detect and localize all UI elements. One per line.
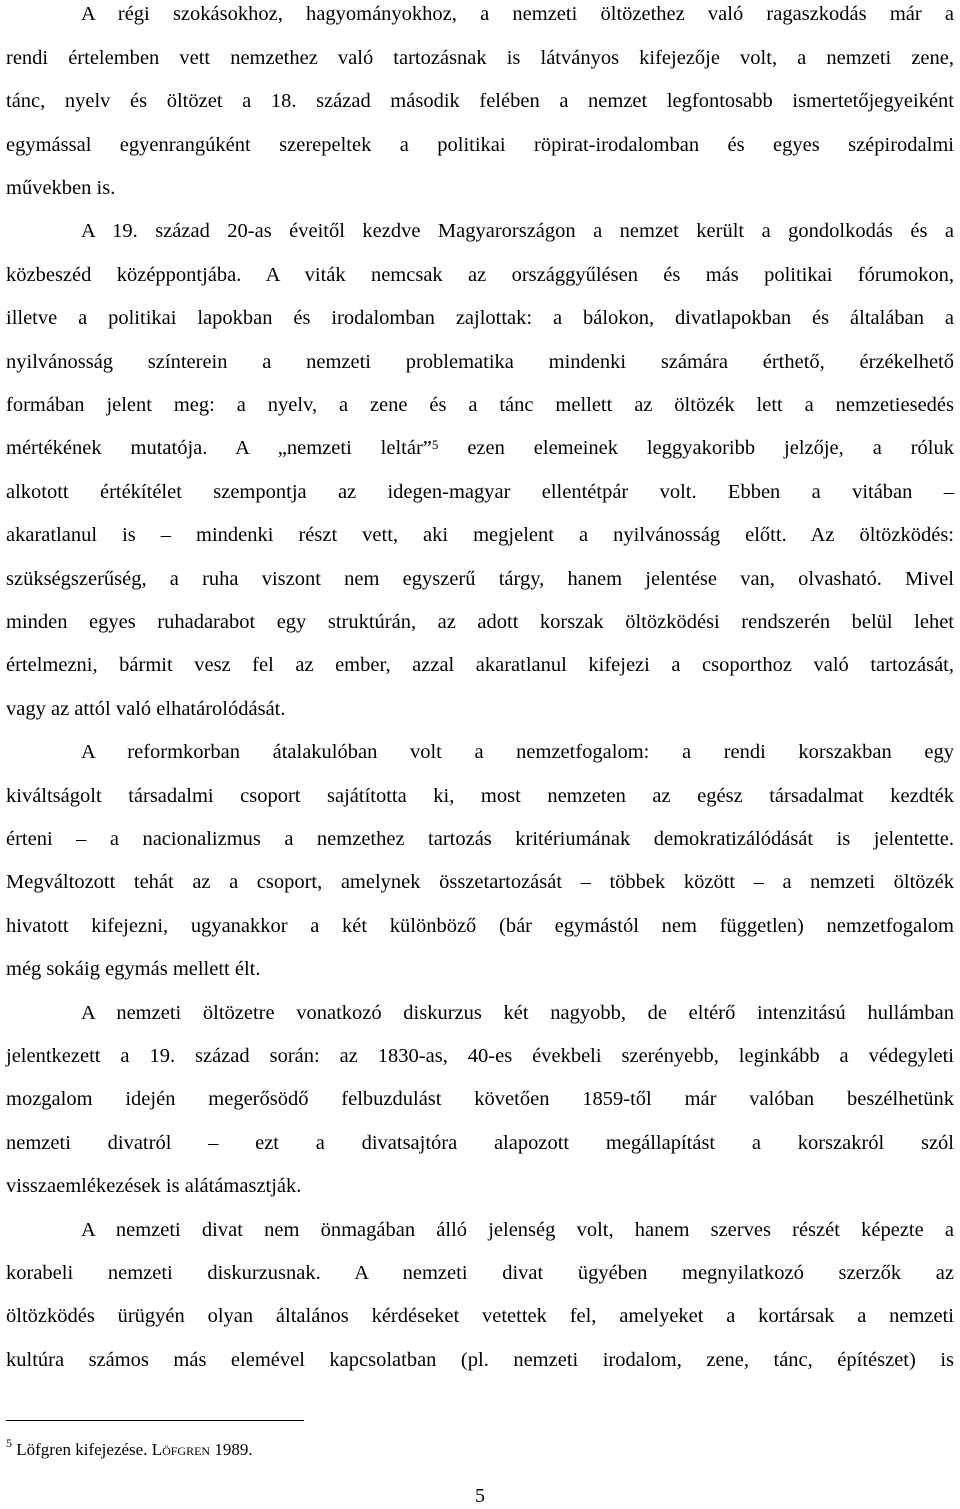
paragraph-2-line: A 19. század 20-as éveitől kezdve Magyarországon a nemzet került a gondolkodás és a [81,220,954,242]
paragraph-2-line: közbeszéd középpontjába. A viták nemcsak az országgyűlésen és más politikai fórumokon, [6,264,954,286]
paragraph-5-line: kultúra számos más elemével kapcsolatban (pl. nemzeti irodalom, zene, tánc, építészet) is [6,1349,954,1371]
footnote [6,1438,253,1462]
paragraph-2-line: vagy az attól való elhatárolódását. [6,698,286,720]
paragraph-4-line: nemzeti divatról – ezt a divatsajtóra alapozott megállapítást a korszakról szól [6,1132,954,1154]
paragraph-4-line: visszaemlékezések is alátámasztják. [6,1175,302,1197]
paragraph-2-line: nyilvánosság színterein a nemzeti problematika mindenki számára érthető, érzékelhető [6,351,954,373]
paragraph-2-line: akaratlanul is – mindenki részt vett, aki megjelent a nyilvánosság előtt. Az öltözködés: [6,524,954,546]
paragraph-5-line: A nemzeti divat nem önmagában álló jelenség volt, hanem szerves részét képezte a [81,1219,954,1241]
paragraph-4-line: A nemzeti öltözetre vonatkozó diskurzus két nagyobb, de eltérő intenzitású hullámban [81,1002,954,1024]
paragraph-3-line: A reformkorban átalakulóban volt a nemzetfogalom: a rendi korszakban egy [81,741,954,763]
paragraph-4-line: jelentkezett a 19. század során: az 1830-as, 40-es évekbeli szerényebb, leginkább a védegyleti [6,1045,954,1067]
footnote-text: Löfgren kifejezése. [12,1440,152,1459]
footnote-author: Löfgren [151,1440,211,1459]
paragraph-1-line: tánc, nyelv és öltözet a 18. század második felében a nemzet legfontosabb ismertetőjegyeiként [6,90,954,112]
paragraph-2-text: mértékének mutatója. A „nemzeti leltár” [6,437,432,459]
paragraph-3-line: még sokáig egymás mellett élt. [6,958,261,980]
paragraph-1-line: művekben is. [6,177,116,199]
paragraph-1-line: rendi értelemben vett nemzethez való tartozásnak is látványos kifejezője volt, a nemzeti zene, [6,47,954,69]
paragraph-3-line: kiváltságolt társadalmi csoport sajátította ki, most nemzeten az egész társadalmat kezdték [6,785,954,807]
footnote-number: 5 [6,1436,12,1450]
paragraph-2-line: formában jelent meg: a nyelv, a zene és a tánc mellett az öltözék lett a nemzetiesedés [6,394,954,416]
paragraph-2-line: szükségszerűség, a ruha viszont nem egyszerű tárgy, hanem jelentése van, olvasható. Mivel [6,568,954,590]
paragraph-3-line: hivatott kifejezni, ugyanakkor a két különböző (bár egymástól nem független) nemzetfogalom [6,915,954,937]
paragraph-3-line: Megváltozott tehát az a csoport, amelynek összetartozását – többek között – a nemzeti öltözék [6,871,954,893]
paragraph-2-text: ezen elemeinek leggyakoribb jelzője, a róluk [438,437,954,459]
paragraph-2-line: illetve a politikai lapokban és irodalomban zajlottak: a bálokon, divatlapokban és általában a [6,307,954,329]
footnote-separator [6,1420,304,1421]
paragraph-2-line: minden egyes ruhadarabot egy struktúrán, az adott korszak öltözködési rendszerén belül lehet [6,611,954,633]
paragraph-4-line: mozgalom idején megerősödő felbuzdulást követően 1859-től már valóban beszélhetünk [6,1088,954,1110]
paragraph-5-line: öltözködés ürügyén olyan általános kérdéseket vetettek fel, amelyeket a kortársak a nemzeti [6,1305,954,1327]
page-number: 5 [475,1485,485,1507]
paragraph-2-line: értelmezni, bármit vesz fel az ember, azzal akaratlanul kifejezi a csoporthoz való tartozását, [6,654,954,676]
footnote-year: 1989. [210,1440,253,1459]
paragraph-1-line: egymással egyenrangúként szerepeltek a politikai röpirat-irodalomban és egyes szépirodalmi [6,134,954,156]
paragraph-5-line: korabeli nemzeti diskurzusnak. A nemzeti divat ügyében megnyilatkozó szerzők az [6,1262,954,1284]
paragraph-3-line: érteni – a nacionalizmus a nemzethez tartozás kritériumának demokratizálódását is jelentette. [6,828,954,850]
paragraph-2-line: alkotott értékítélet szempontja az idegen-magyar ellentétpár volt. Ebben a vitában – [6,481,954,503]
paragraph-1-line: A régi szokásokhoz, hagyományokhoz, a nemzeti öltözethez való ragaszkodás már a [81,3,954,25]
footnote-reference[interactable]: 5 [431,437,439,452]
paragraph-2-line-with-note [6,434,954,462]
